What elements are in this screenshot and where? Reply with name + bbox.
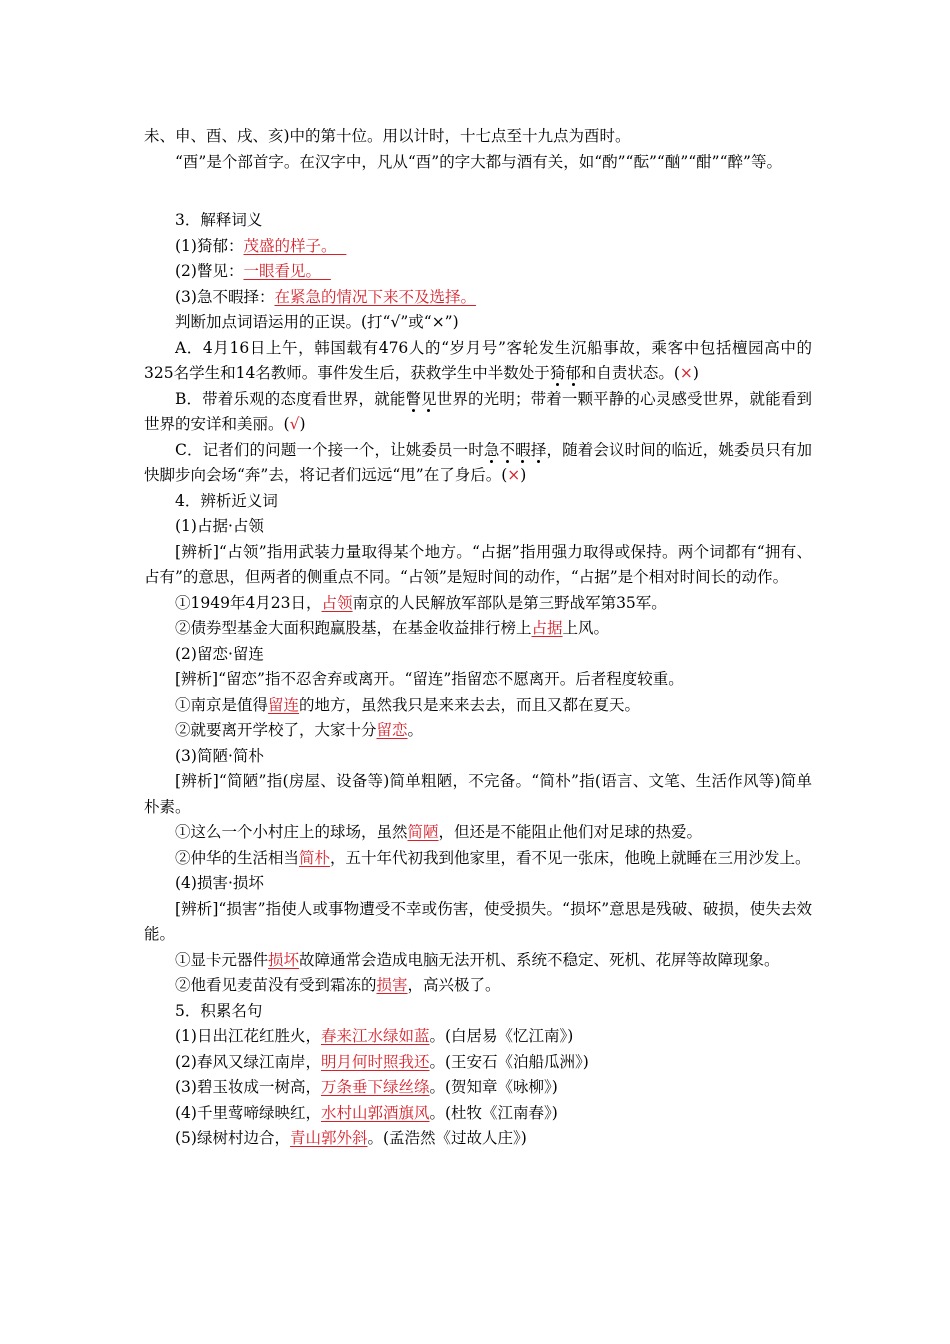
quote-source: 。(贺知章《咏柳》) [429,1078,558,1096]
example-text: ①1949年4月23日， [175,593,322,612]
example-text: ②就要离开学校了，大家十分 [175,721,377,739]
quote-item [144,1050,812,1076]
dotted-char: 见 [421,389,437,408]
dotted-char: 猗 [549,364,566,382]
definition-1 [144,234,812,260]
example-text: ②他看见麦苗没有受到霜冻的 [175,976,377,994]
synonym-example [144,820,812,846]
synonym-example [144,948,812,974]
dotted-char: 择 [530,440,547,459]
quote-source: 。(白居易《忆江南》) [429,1027,574,1045]
synonym-analysis: [辨析]“占领”指用武装力量取得某个地方。“占据”指用强力取得或保持。两个词都有“拥有、占有”的意思，但两者的侧重点不同。“占领”是短时间的动作，“占据”是个相对时间长的动作。 [144,542,812,586]
quote-text: (4)千里莺啼绿映红， [175,1103,321,1122]
judge-mark: × [679,364,693,382]
synonym-group-title: (3)简陋·简朴 [175,746,264,765]
spacer [144,175,812,208]
example-answer: 损坏 [268,950,300,969]
quote-text: (3)碧玉妆成一树高， [175,1078,321,1096]
judge-text: B．带着乐观的态度看世界，就能 [175,389,406,408]
synonym-example [144,693,812,719]
synonym-example [144,973,812,999]
definition-2 [144,259,812,285]
example-answer: 占据 [531,619,563,637]
synonym-group-title: (2)留恋·留连 [175,644,264,663]
section-4-heading: 4．辨析近义词 [175,491,278,510]
quote-source: 。(杜牧《江南春》) [429,1103,558,1122]
definition-term: (1)猗郁： [175,236,244,255]
judge-text: ) [520,466,527,484]
synonym-example [144,591,812,617]
example-text: ，五十年代初我到他家里，看不见一张床，他晚上就睡在三用沙发上。 [330,848,811,867]
example-answer: 简陋 [407,823,439,841]
document-page [144,124,812,1152]
example-answer: 留恋 [376,721,408,739]
example-text: 上风。 [562,619,610,637]
judge-text: ，随着会议时间的临近，姚委员只有加快脚步向会场“奔”去，将记者们远远“甩”在了身后。( [144,440,812,484]
example-text: 的地方，虽然我只是来来去去，而且又都在夏天。 [299,695,641,714]
synonym-analysis: [辨析]“损害”指使人或事物遭受不幸或伤害，使受损失。“损坏”意思是残破、破损，使失去效能。 [144,899,812,943]
quote-answer: 春来江水绿如蓝 [320,1027,430,1045]
quote-item [144,1075,812,1101]
dotted-char: 不 [499,440,516,459]
judge-item-a [144,336,812,387]
judge-item-b [144,387,812,438]
quote-answer: 青山郭外斜 [289,1129,368,1147]
dotted-char: 瞥 [405,389,422,408]
quote-item [144,1101,812,1127]
quote-answer: 水村山郭酒旗风 [320,1103,430,1122]
dotted-char: 急 [483,440,500,459]
quote-answer: 万条垂下绿丝绦 [320,1078,430,1096]
quote-item [144,1024,812,1050]
synonym-analysis: [辨析]“留恋”指不忍舍弃或离开。“留连”指留恋不愿离开。后者程度较重。 [175,670,684,688]
quote-source: 。(孟浩然《过故人庄》) [367,1129,527,1147]
definition-term: (3)急不暇择： [175,287,275,306]
example-text: ①这么一个小村庄上的球场，虽然 [175,823,408,841]
synonym-group-title: (1)占据·占领 [175,517,264,535]
dotted-char: 暇 [515,440,531,459]
judge-item-c [144,438,812,489]
intro-line: 未、申、酉、戌、亥)中的第十位。用以计时，十七点至十九点为酉时。 [144,127,631,145]
quote-text: (1)日出江花红胜火， [175,1027,321,1045]
quote-text: (2)春风又绿江南岸， [175,1052,321,1071]
judge-mark: × [507,466,521,484]
dotted-char: 郁 [565,364,581,382]
judge-text: 世界的光明；带着一颗平静的心灵感受世界，就能看到世界的安详和美丽。( [144,389,812,433]
quote-source: 。(王安石《泊船瓜洲》) [429,1052,589,1071]
example-text: 南京的人民解放军部队是第三野战军第35军。 [352,593,667,612]
synonym-example [144,616,812,642]
quote-text: (5)绿树村边合， [175,1129,290,1147]
synonym-analysis: [辨析]“简陋”指(房屋、设备等)简单粗陋，不完备。“简朴”指(语言、文笔、生活作风等)简单朴素。 [144,772,812,816]
example-text: ，高兴极了。 [407,976,501,994]
judge-text: ) [692,364,699,382]
example-text: ②仲华的生活相当 [175,848,300,867]
example-answer: 留连 [268,695,300,714]
example-answer: 占领 [321,593,353,612]
definition-answer: 茂盛的样子。 [243,236,337,255]
definition-3 [144,285,812,311]
judge-text: ) [299,415,306,433]
judge-prompt: 判断加点词语运用的正误。(打“√”或“×”) [175,313,459,331]
judge-text: C．记者们的问题一个接一个，让姚委员一时 [175,440,484,459]
example-text: ，但还是不能阻止他们对足球的热爱。 [438,823,703,841]
judge-text: 和自责状态。( [580,364,680,382]
example-text: 故障通常会造成电脑无法开机、系统不稳定、死机、花屏等故障现象。 [299,950,780,969]
section-3-heading: 3．解释词义 [175,211,263,229]
example-text: ①南京是值得 [175,695,269,714]
example-answer: 损害 [376,976,408,994]
synonym-example [144,846,812,872]
example-text: ①显卡元器件 [175,950,269,969]
definition-term: (2)瞥见： [175,262,244,280]
synonym-group-title: (4)损害·损坏 [175,874,264,892]
example-answer: 简朴 [299,848,331,867]
example-text: 。 [407,721,424,739]
judge-text: A．4月16日上午，韩国载有476人的“岁月号”客轮发生沉船事故，乘客中包括檀园高中的325名学生和14名教师。事件发生后，获救学生中半数处于 [144,338,812,382]
definition-answer: 一眼看见。 [243,262,321,280]
judge-mark: √ [289,415,300,433]
quote-answer: 明月何时照我还 [320,1052,430,1071]
definition-answer: 在紧急的情况下来不及选择。 [274,287,476,306]
quote-item [144,1126,812,1152]
synonym-example [144,718,812,744]
intro-paragraph: “酉”是个部首字。在汉字中，凡从“酉”的字大都与酒有关，如“酌”“酝”“酗”“酣”“醉”等。 [175,152,782,171]
section-5-heading: 5．积累名句 [175,1001,263,1020]
example-text: ②债券型基金大面积跑赢股基，在基金收益排行榜上 [175,619,532,637]
